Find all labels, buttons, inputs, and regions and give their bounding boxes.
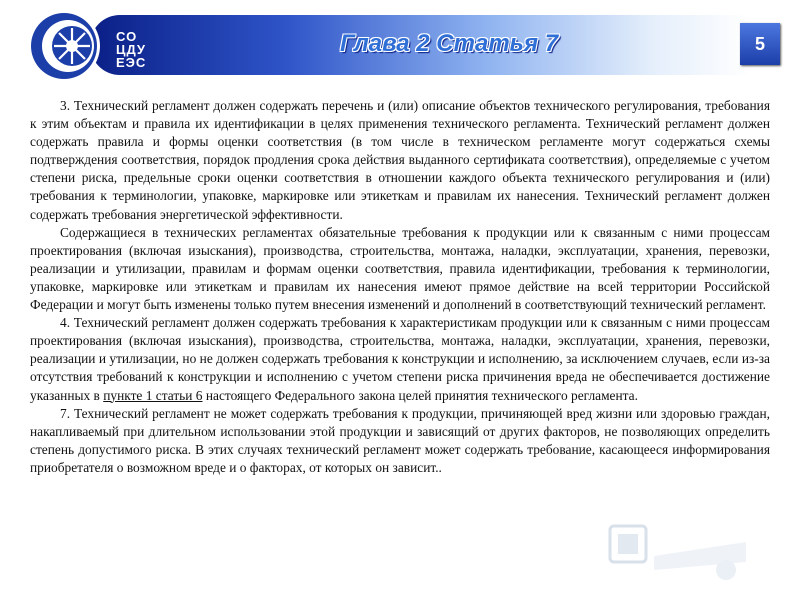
paragraph-3: 3. Технический регламент должен содержать перечень и (или) описание объектов технического регулирования, требования к этим объектам и правила их идентификации в целях применения технического регламента. Технический регламент должен содержать правила и формы оценки соответствия (в том числе в техническом регламенте могут содержаться схемы подтверждения соответствия, порядок продления срока действия выданного сертификата соответствия), определяемые с учетом степени риска, предельные сроки оценки соответствия в отношении каждого объекта технического регулирования и (или) требования к терминологии, упаковке, маркировке или этикеткам и правилам их нанесения. Технический регламент должен содержать требования энергетической эффективности. <box>30 98 770 222</box>
logo-line-2: ЦДУ <box>116 42 147 57</box>
paragraph-4-text: 4. Технический регламент должен содержать требования к характеристикам продукции или к связанным с ними процессам проектирования (включая изыскания), производства, строительства, монтажа, наладки, эксплуатации, хранения, перевозки, реализации и утилизации, но не должен содержать требования к конструкции и исполнению, за исключением случаев, если из-за отсутствия требований к конструкции и исполнению с учетом степени риска причинения вреда не обеспечивается достижение указанных в <box>30 315 770 403</box>
company-logo <box>24 6 184 86</box>
page-number-badge: 5 <box>740 23 780 65</box>
page-title: Глава 2 Статья 7 <box>340 30 559 57</box>
paragraph-4 <box>30 314 770 404</box>
article-text <box>30 97 770 477</box>
logo-line-3: ЕЭС <box>116 55 147 70</box>
article-6-link[interactable]: пункте 1 статьи 6 <box>103 387 203 403</box>
paragraph-7: 7. Технический регламент не может содержать требования к продукции, причиняющей вред жизни или здоровью граждан, накапливаемый при длительном использовании этой продукции и зависящий от других факторов, не позволяющих определить степень допустимого риска. В этих случаях технический регламент может содержать требование, касающееся информирования приобретателя о возможном вреде и о факторах, от которых он зависит.. <box>30 405 770 475</box>
watermark-logo <box>606 522 756 584</box>
logo-line-1: СО <box>116 29 138 44</box>
logo-text <box>116 30 146 69</box>
paragraph-4-text-end: настоящего Федерального закона целей принятия технического регламента. <box>202 387 638 403</box>
paragraph-contents: Содержащиеся в технических регламентах обязательные требования к продукции или к связанным с ними процессам проектирования (включая изыскания), производства, строительства, монтажа, наладки, эксплуатации, хранения, перевозки, реализации и утилизации, правилам и формам оценки соответствия, правила идентификации, требования к терминологии, упаковке, маркировке или этикеткам и правилам их нанесения имеют прямое действие на всей территории Российской Федерации и могут быть изменены только путем внесения изменений и дополнений в соответствующий технический регламент. <box>30 224 770 313</box>
slide-header <box>0 0 800 90</box>
